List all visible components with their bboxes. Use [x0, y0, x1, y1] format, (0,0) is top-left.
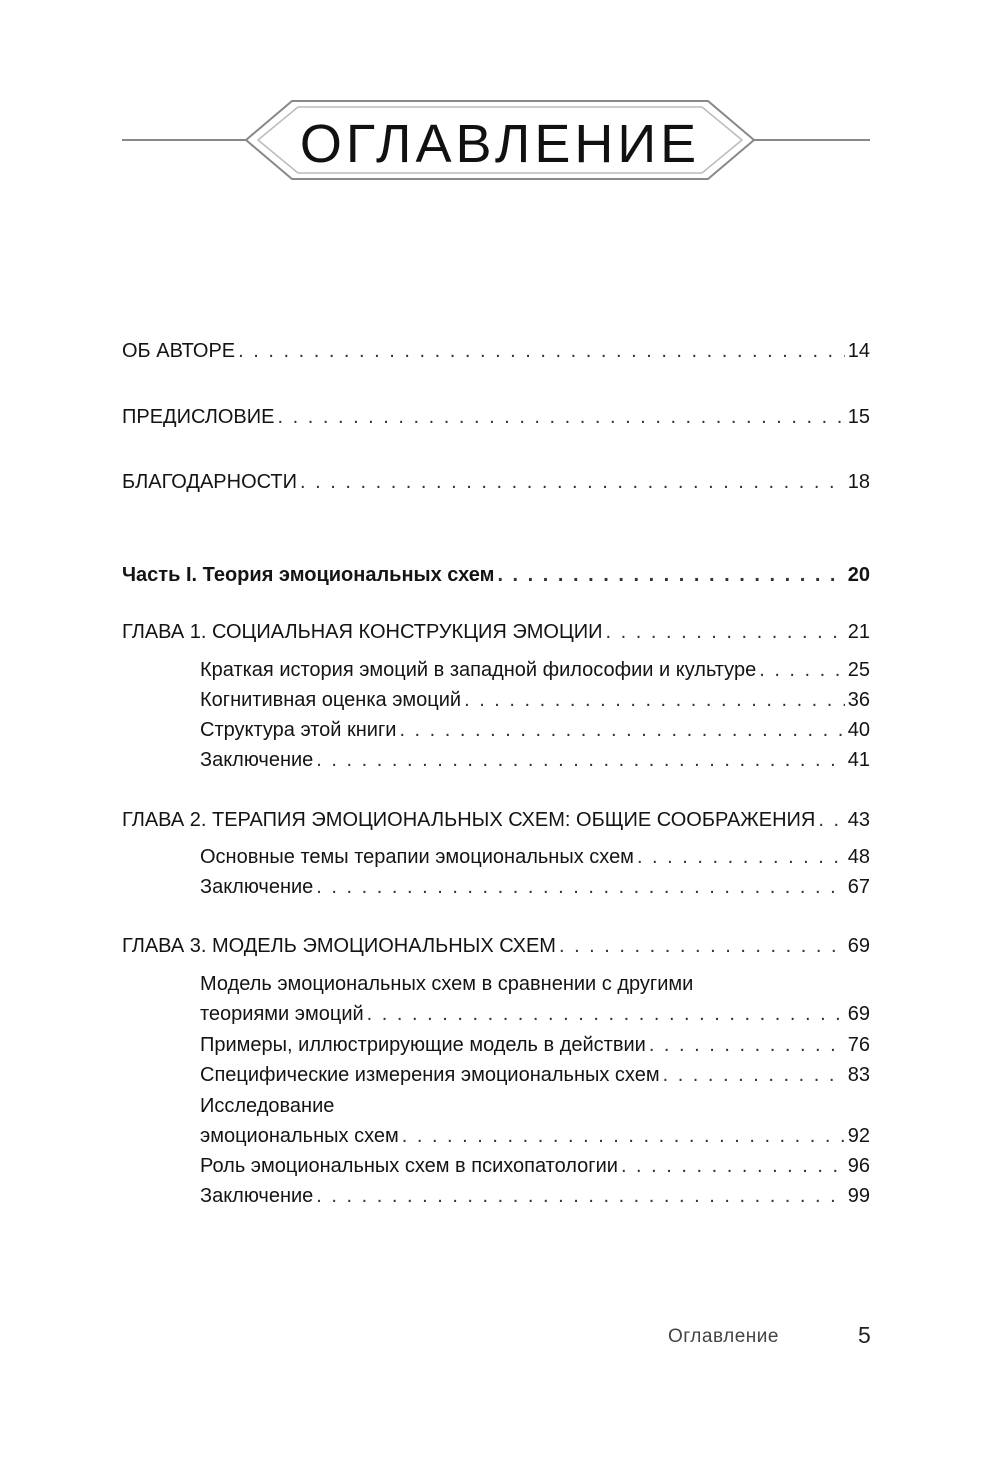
- toc-section[interactable]: Когнитивная оценка эмоций . . . 36: [200, 687, 870, 713]
- toc-section[interactable]: Заключение . . . 41: [200, 747, 870, 773]
- dot-leader: [367, 1001, 845, 1027]
- toc-entry-chapter-3[interactable]: ГЛАВА 3. МОДЕЛЬ ЭМОЦИОНАЛЬНЫХ СХЕМ . . . 69: [122, 933, 870, 959]
- toc-section[interactable]: Роль эмоциональных схем в психопатологии . . . 96: [200, 1153, 870, 1179]
- toc-entry-chapter-1[interactable]: ГЛАВА 1. СОЦИАЛЬНАЯ КОНСТРУКЦИЯ ЭМОЦИИ . . . 21: [122, 619, 870, 645]
- dot-leader: [316, 874, 844, 900]
- toc-section[interactable]: Заключение . . . 67: [200, 874, 870, 900]
- dot-leader: [300, 469, 845, 495]
- toc-entry-preface[interactable]: ПРЕДИСЛОВИЕ . . . 15: [122, 404, 870, 430]
- toc-section-line1[interactable]: Модель эмоциональных схем в сравнении с другими: [200, 973, 694, 995]
- toc-section[interactable]: Примеры, иллюстрирующие модель в действии . . . 76: [200, 1032, 870, 1058]
- dot-leader: [649, 1032, 845, 1058]
- dot-leader: [238, 338, 845, 364]
- toc-section[interactable]: Заключение . . . 99: [200, 1183, 870, 1209]
- header-banner: [0, 0, 1000, 200]
- dot-leader: [316, 1183, 844, 1209]
- toc-entry-about-author[interactable]: ОБ АВТОРЕ . . . 14: [122, 338, 870, 364]
- dot-leader: [663, 1062, 845, 1088]
- toc-section[interactable]: теориями эмоций . . . 69: [200, 1001, 870, 1027]
- dot-leader: [606, 619, 845, 645]
- dot-leader: [637, 844, 845, 870]
- toc-section[interactable]: Основные темы терапии эмоциональных схем . . . 48: [200, 844, 870, 870]
- dot-leader: [278, 404, 845, 430]
- toc-entry-chapter-2[interactable]: ГЛАВА 2. ТЕРАПИЯ ЭМОЦИОНАЛЬНЫХ СХЕМ: ОБЩИЕ СООБРАЖЕНИЯ . . . 43: [122, 807, 870, 833]
- dot-leader: [497, 562, 844, 588]
- dot-leader: [818, 807, 844, 833]
- dot-leader: [402, 1123, 845, 1149]
- toc-section-line1[interactable]: Исследование: [200, 1095, 335, 1117]
- dot-leader: [464, 687, 845, 713]
- toc-section[interactable]: Структура этой книги . . . 40: [200, 717, 870, 743]
- dot-leader: [399, 717, 844, 743]
- running-footer-label: Оглавление: [668, 1326, 779, 1347]
- dot-leader: [621, 1153, 845, 1179]
- dot-leader: [559, 933, 845, 959]
- toc-entry-part-1[interactable]: Часть I. Теория эмоциональных схем . . . 20: [122, 562, 870, 588]
- dot-leader: [759, 657, 845, 683]
- page-title: ОГЛАВЛЕНИЕ: [299, 114, 701, 174]
- toc-section[interactable]: Краткая история эмоций в западной философии и культуре . . . 25: [200, 657, 870, 683]
- toc-section[interactable]: эмоциональных схем . . . 92: [200, 1123, 870, 1149]
- toc-entry-acknowledgements[interactable]: БЛАГОДАРНОСТИ . . . 18: [122, 469, 870, 495]
- page-number: 5: [858, 1322, 871, 1348]
- dot-leader: [316, 747, 844, 773]
- toc-section[interactable]: Специфические измерения эмоциональных схем . . . 83: [200, 1062, 870, 1088]
